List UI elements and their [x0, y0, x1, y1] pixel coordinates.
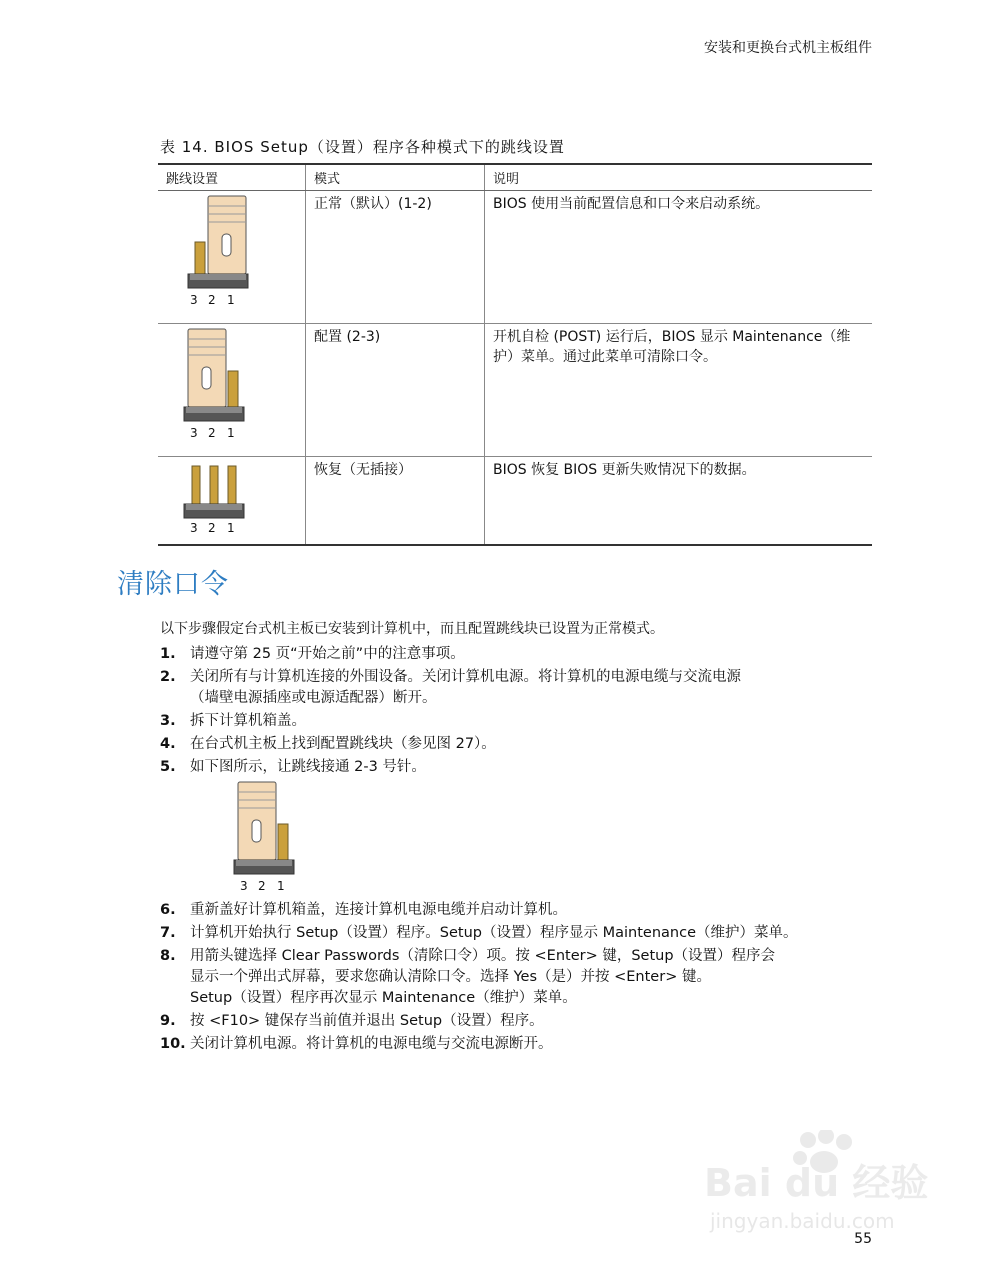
page-number: 55: [854, 1231, 872, 1247]
step-text-continued: Setup（设置）程序再次显示 Maintenance（维护）菜单。: [190, 990, 577, 1006]
step-number: 1.: [160, 646, 176, 662]
list-item: [160, 1011, 798, 1032]
pin-label-1: 1: [227, 293, 235, 306]
step-text: 在台式机主板上找到配置跳线块（参见图 27）。: [190, 736, 496, 752]
mode-cell: 正常（默认）(1-2): [306, 191, 485, 324]
step-number: 3.: [160, 713, 176, 729]
jumper-2-3-step-illustration: [230, 780, 300, 892]
list-item: [160, 711, 741, 732]
step-number: 2.: [160, 669, 176, 685]
step-number: 7.: [160, 925, 176, 941]
mode-cell: 配置 (2-3): [306, 324, 485, 457]
step-number: 9.: [160, 1013, 176, 1029]
pin-label-2: 2: [258, 879, 266, 892]
jumper-1-2-illustration: [180, 194, 250, 306]
column-header-mode: 模式: [306, 164, 485, 191]
jumper-none-illustration: [180, 460, 250, 536]
pin-label-3: 3: [190, 293, 198, 306]
pin-label-2: 2: [208, 426, 216, 439]
jumper-cell: [158, 191, 306, 324]
pin-label-3: 3: [190, 521, 198, 535]
description-cell: BIOS 使用当前配置信息和口令来启动系统。: [485, 191, 873, 324]
pin-label-1: 1: [277, 879, 285, 892]
pin-label-1: 1: [227, 426, 235, 439]
step-text: 如下图所示，让跳线接通 2-3 号针。: [190, 759, 426, 775]
description-cell: 开机自检 (POST) 运行后，BIOS 显示 Maintenance（维护）菜单。通过此菜单可清除口令。: [485, 324, 873, 457]
list-item: [160, 667, 741, 709]
watermark-brand: Bai du 经验: [704, 1161, 929, 1205]
steps-list: [160, 644, 741, 780]
table-row: [158, 457, 872, 545]
list-item: [160, 946, 798, 1009]
step-text: 用箭头键选择 Clear Passwords（清除口令）项。按 <Enter> 键，Setup（设置）程序会: [190, 948, 776, 964]
jumper-2-3-illustration: [180, 327, 250, 439]
list-item: [160, 644, 741, 665]
jumper-cell: [158, 457, 306, 545]
step-text: 重新盖好计算机箱盖，连接计算机电源电缆并启动计算机。: [190, 902, 567, 918]
step-text: 请遵守第 25 页“开始之前”中的注意事项。: [190, 646, 465, 662]
pin-label-1: 1: [227, 521, 235, 535]
section-intro: 以下步骤假定台式机主板已安装到计算机中，而且配置跳线块已设置为正常模式。: [160, 621, 664, 637]
watermark-url: jingyan.baidu.com: [710, 1209, 895, 1233]
step-text: 按 <F10> 键保存当前值并退出 Setup（设置）程序。: [190, 1013, 544, 1029]
step-text-continued: （墙壁电源插座或电源适配器）断开。: [190, 690, 437, 706]
pin-label-3: 3: [240, 879, 248, 892]
step-number: 8.: [160, 948, 176, 964]
pin-label-2: 2: [208, 293, 216, 306]
list-item: [160, 923, 798, 944]
pin-label-3: 3: [190, 426, 198, 439]
step-text-continued: 显示一个弹出式屏幕，要求您确认清除口令。选择 Yes（是）并按 <Enter> 键。: [190, 969, 711, 985]
list-item: [160, 757, 741, 778]
step-number: 4.: [160, 736, 176, 752]
steps-list: [160, 900, 798, 1057]
mode-cell: 恢复（无插接）: [306, 457, 485, 545]
list-item: [160, 1034, 798, 1055]
step-text: 计算机开始执行 Setup（设置）程序。Setup（设置）程序显示 Maintenance（维护）菜单。: [190, 925, 798, 941]
list-item: [160, 734, 741, 755]
table-row: [158, 324, 872, 457]
step-number: 10.: [160, 1036, 186, 1052]
step-number: 5.: [160, 759, 176, 775]
pin-label-2: 2: [208, 521, 216, 535]
jumper-cell: [158, 324, 306, 457]
running-header: 安装和更换台式机主板组件: [704, 40, 872, 56]
list-item: [160, 900, 798, 921]
baidu-jingyan-watermark: [700, 1130, 940, 1250]
step-number: 6.: [160, 902, 176, 918]
step-text: 关闭计算机电源。将计算机的电源电缆与交流电源断开。: [190, 1036, 553, 1052]
column-header-jumper: 跳线设置: [158, 164, 306, 191]
description-cell: BIOS 恢复 BIOS 更新失败情况下的数据。: [485, 457, 873, 545]
table-row: [158, 191, 872, 324]
step-text: 拆下计算机箱盖。: [190, 713, 306, 729]
table-caption: 表 14. BIOS Setup（设置）程序各种模式下的跳线设置: [160, 138, 565, 156]
jumper-settings-table: [158, 163, 872, 546]
table-header-row: [158, 164, 872, 191]
step-text: 关闭所有与计算机连接的外围设备。关闭计算机电源。将计算机的电源电缆与交流电源: [190, 669, 741, 685]
section-title: 清除口令: [117, 569, 229, 600]
column-header-description: 说明: [485, 164, 873, 191]
